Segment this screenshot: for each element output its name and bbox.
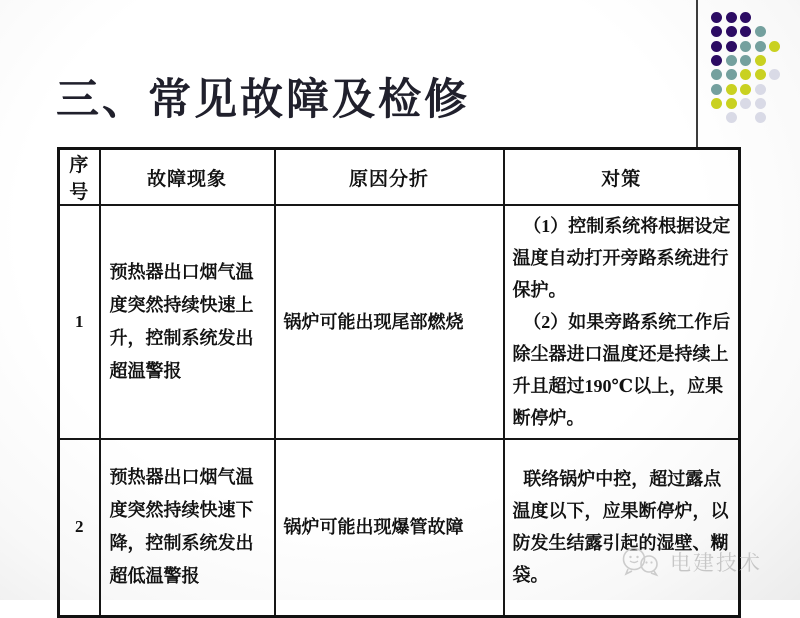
row1-countermeasure — [504, 205, 740, 439]
table-row — [59, 439, 740, 616]
row1-countermeasure-item-1: （1）控制系统将根据设定温度自动打开旁路系统进行保护。 — [512, 216, 731, 300]
decor-dot — [711, 55, 722, 66]
decor-dot — [711, 98, 722, 109]
watermark — [620, 546, 762, 578]
row2-countermeasure — [504, 439, 740, 616]
decor-dot — [726, 112, 737, 123]
decor-dot — [726, 98, 737, 109]
decor-dot — [769, 41, 780, 52]
decor-dot — [726, 41, 737, 52]
decor-dot — [726, 55, 737, 66]
decor-dot — [726, 69, 737, 80]
header-fault-phenomenon: 故障现象 — [100, 149, 275, 206]
row1-cause: 锅炉可能出现尾部燃烧 — [275, 205, 504, 439]
decor-dot — [755, 69, 766, 80]
decor-dots-pattern — [711, 12, 793, 130]
decor-dot — [711, 69, 722, 80]
decor-vertical-rule — [696, 0, 698, 147]
decor-dot — [726, 84, 737, 95]
decor-dot — [755, 84, 766, 95]
slide-title: 三、常见故障及检修 — [56, 77, 470, 124]
table-header-row — [59, 149, 740, 206]
row2-phenomenon: 预热器出口烟气温度突然持续快速下降，控制系统发出超低温警报 — [100, 439, 275, 616]
decor-dot — [740, 26, 751, 37]
decor-dot — [755, 112, 766, 123]
decor-dot — [740, 12, 751, 23]
decor-dot — [711, 84, 722, 95]
decor-dot — [740, 84, 751, 95]
decor-dot — [769, 69, 780, 80]
row1-serial: 1 — [59, 205, 100, 439]
watermark-text: 电建技术 — [670, 552, 762, 575]
decor-dot — [740, 41, 751, 52]
decor-dot — [755, 41, 766, 52]
header-serial-number: 序号 — [59, 149, 100, 206]
row1-countermeasure-item-2: （2）如果旁路系统工作后除尘器进口温度还是持续上升且超过190℃以上，应果断停炉。 — [512, 312, 731, 428]
table-row — [59, 205, 740, 439]
decor-dot — [711, 12, 722, 23]
decor-dot — [755, 26, 766, 37]
header-cause-analysis: 原因分折 — [275, 149, 504, 206]
decor-dot — [726, 26, 737, 37]
row2-countermeasure-item-1: 联络锅炉中控，超过露点温度以下，应果断停炉，以防发生结露引起的湿壁、糊袋。 — [512, 469, 729, 586]
row2-cause: 锅炉可能出现爆管故障 — [275, 439, 504, 616]
row2-serial: 2 — [59, 439, 100, 616]
decor-dot — [740, 98, 751, 109]
header-countermeasure: 对策 — [504, 149, 740, 206]
decor-dot — [755, 55, 766, 66]
chat-bubbles-logo-icon — [620, 546, 664, 578]
decor-dot — [711, 41, 722, 52]
decor-dot — [755, 98, 766, 109]
decor-dot — [711, 26, 722, 37]
decor-dot — [726, 12, 737, 23]
row1-phenomenon: 预热器出口烟气温度突然持续快速上升，控制系统发出超温警报 — [100, 205, 275, 439]
decor-dot — [740, 55, 751, 66]
decor-dot — [740, 69, 751, 80]
